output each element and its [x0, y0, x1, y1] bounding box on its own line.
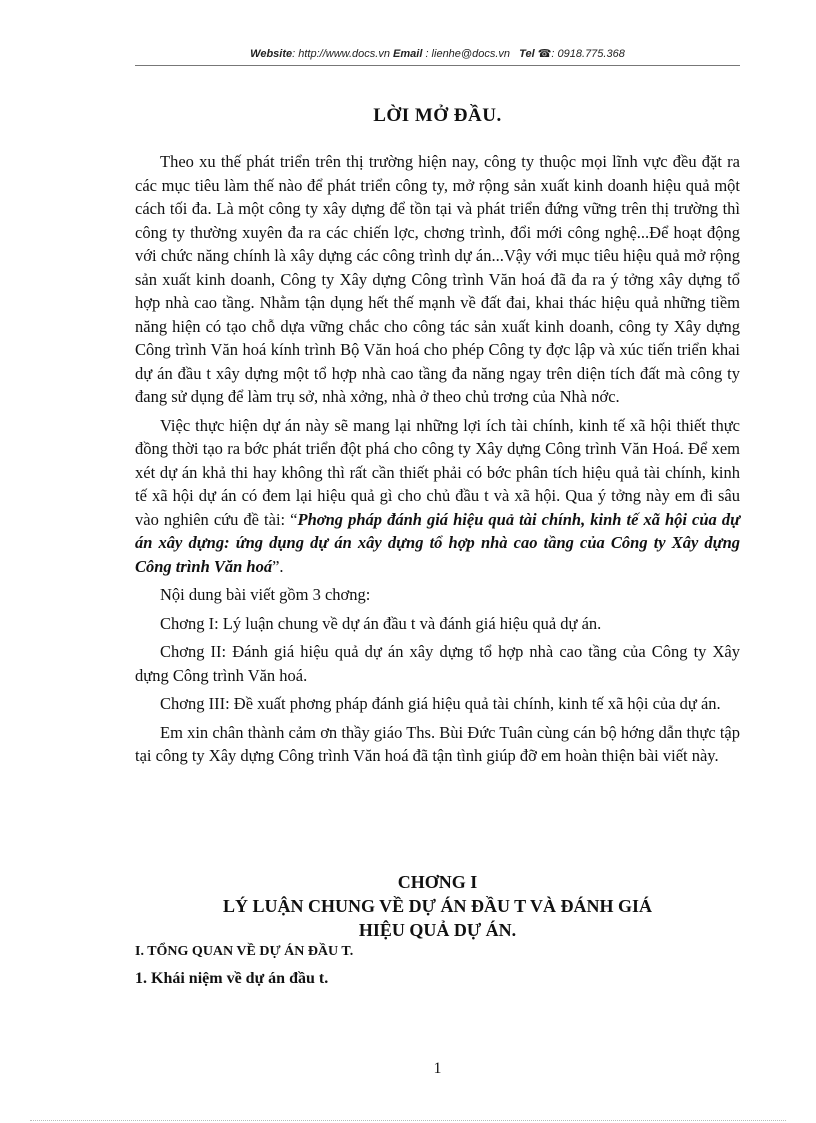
website-label: Website	[250, 48, 293, 60]
chapter-2-summary: Chơng II: Đánh giá hiệu quả dự án xây dựng tổ hợp nhà cao tầng của Công ty Xây dựng Công trình Văn hoá.	[135, 642, 740, 685]
content-overview: Nội dung bài viết gồm 3 chơng:	[160, 585, 371, 604]
chapter-title-line-1: LÝ LUẬN CHUNG VỀ DỰ ÁN ĐẦU T VÀ ĐÁNH GIÁ	[222, 896, 653, 916]
document-body	[135, 150, 740, 773]
chapter-1-summary: Chơng I: Lý luận chung về dự án đầu t và đánh giá hiệu quả dự án.	[160, 613, 602, 633]
chapter-3-summary: Chơng III: Đề xuất phơng pháp đánh giá hiệu quả tài chính, kinh tế xã hội của dự án.	[160, 694, 721, 713]
research-end: ”.	[272, 556, 284, 576]
page-bottom-divider	[30, 1120, 786, 1121]
tel-label: Tel	[519, 48, 535, 60]
website-value: : http://www.docs.vn	[292, 48, 390, 60]
chapter-title-line-2: HIỆU QUẢ DỰ ÁN.	[358, 920, 517, 940]
research-topic: Phơng pháp đánh giá hiệu quả tài chính, kinh tế xã hội của dự án xây dựng: ứng dụng dự án xây dựng tổ hợp nhà cao tầng của Công ty Xây dựng Công trình Văn hoá	[135, 509, 740, 576]
subsection-heading: 1. Khái niệm về dự án đầu t.	[135, 970, 329, 987]
email-label: Email	[393, 48, 423, 60]
section-heading: I. TỔNG QUAN VỀ DỰ ÁN ĐẦU T.	[135, 944, 354, 959]
page-title: LỜI MỞ ĐẦU.	[373, 105, 502, 126]
research-intro: Việc thực hiện dự án này sẽ mang lại những lợi ích tài chính, kinh tế xã hội thiết thực đồng thời tạo ra bớc phát triển đột phá cho công ty Xây dựng Công trình Văn Hoá. Để xem xét dự án khả thi hay không thì rất cần thiết phải có bớc phân tích hiệu quả tài chính, kinh tế xã hội dự án có đem lại hiệu quả gì cho chủ đầu t và xã hội. Qua ý tởng này em đi sâu vào nghiên cứu đề tài: “	[135, 415, 740, 529]
page-number: 1	[433, 1060, 442, 1077]
chapter-number: CHƠNG I	[397, 872, 478, 892]
page-header	[135, 47, 740, 60]
header-divider	[135, 65, 740, 66]
intro-paragraph: Theo xu thế phát triển trên thị trường hiện nay, công ty thuộc mọi lĩnh vực đều đặt ra các mục tiêu làm thế nào để phát triển công ty, mở rộng sản xuất kinh doanh hiệu quả một cách tối đa. Là một công ty xây dựng để tồn tại và phát triển đứng vững trên thị trường thì công ty thường xuyên đa ra các chiến lợc, chơng trình, đổi mới công nghệ...Để hoạt động với chức năng chính là xây dựng các công trình dự án...Vậy với mục tiêu hiệu quả mở rộng sản xuất kinh doanh, Công ty Xây dựng Công trình Văn hoá đã đa ra ý tởng xây dựng tổ hợp nhà cao tầng. Nhằm tận dụng hết thế mạnh về đất đai, khai thác hiệu quả những tiềm năng hiện có tạo chỗ dựa vững chắc cho công tác sản xuất kinh doanh, công ty Xây dựng Công trình Văn hoá kính trình Bộ Văn hoá cho phép Công ty đợc lập và xúc tiến triển khai dự án đầu t xây dựng một tổ hợp nhà cao tầng đa năng ngay trên diện tích đất mà công ty đang sử dụng để làm trụ sở, nhà xởng, nhà ở theo chủ trơng của Nhà nớc.	[135, 152, 740, 406]
chapter-heading	[135, 870, 740, 942]
acknowledgement: Em xin chân thành cảm ơn thầy giáo Ths. Bùi Đức Tuân cùng cán bộ hớng dẫn thực tập tại công ty Xây dựng Công trình Văn hoá đã tận tình giúp đỡ em hoàn thiện bài viết này.	[135, 722, 740, 765]
email-value: : lienhe@docs.vn	[422, 48, 510, 60]
tel-value: ☎: 0918.775.368	[534, 48, 625, 60]
research-paragraph	[135, 414, 740, 579]
